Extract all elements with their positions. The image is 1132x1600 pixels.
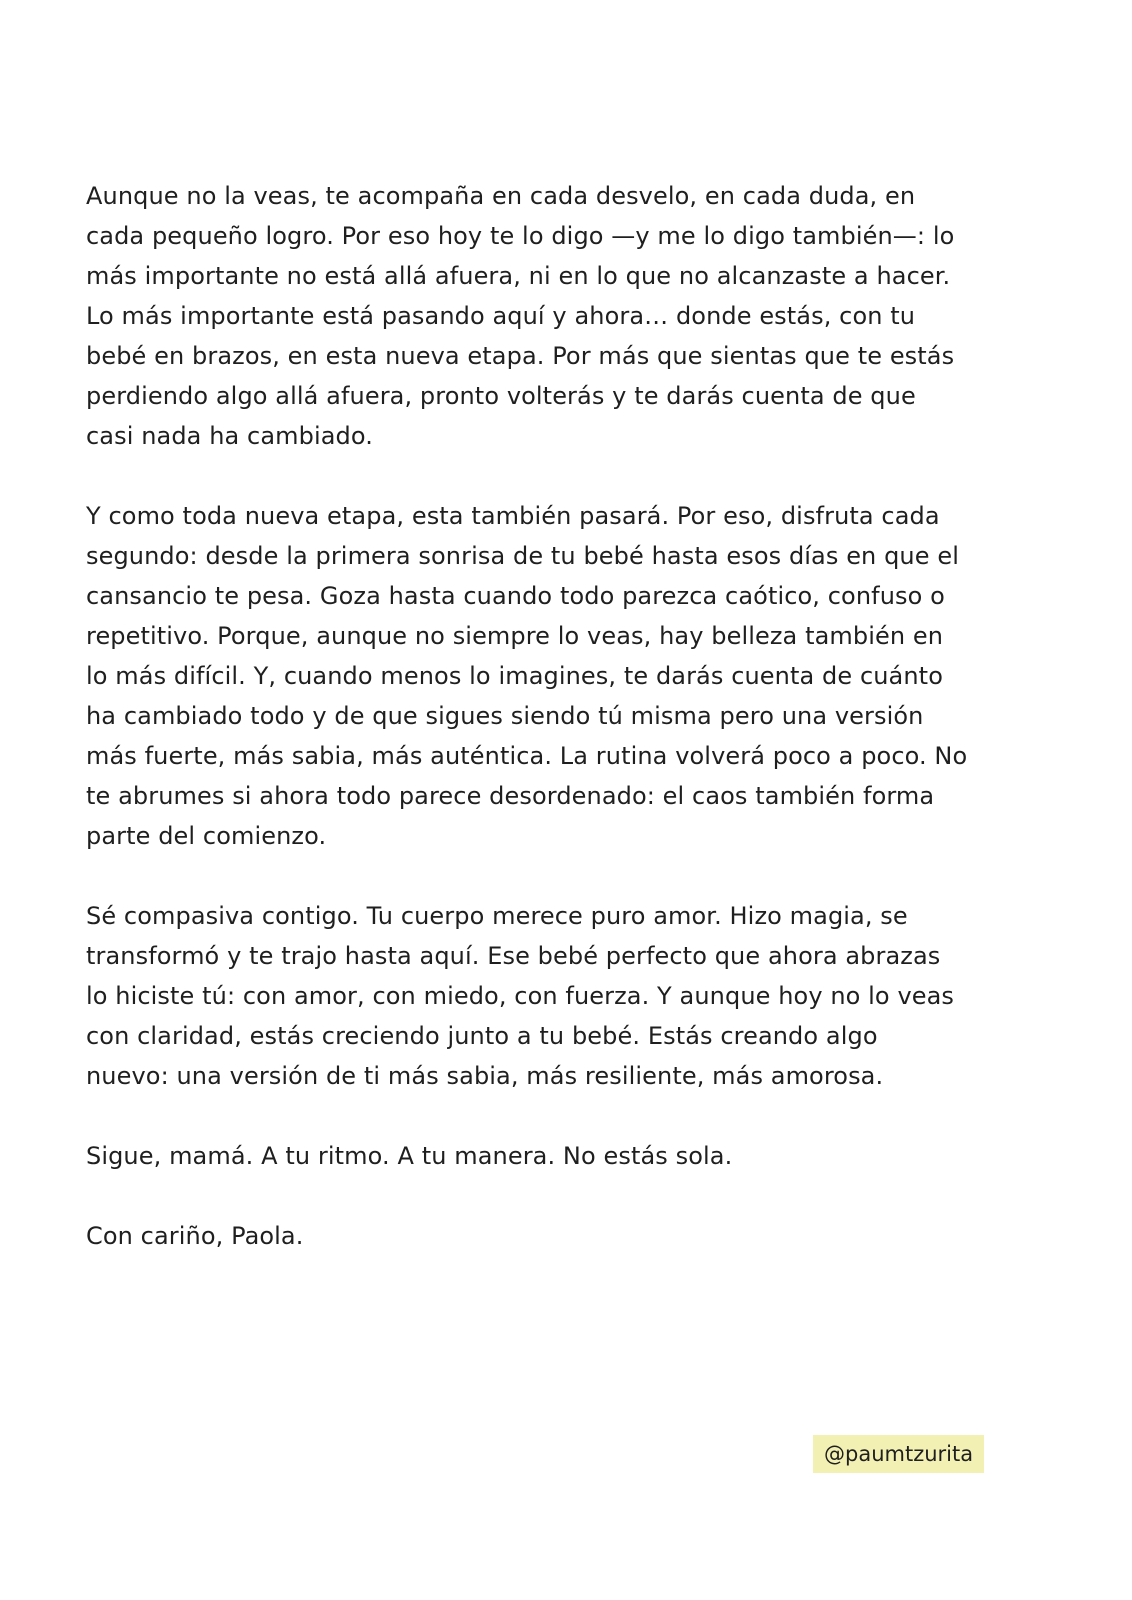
text-line: te abrumes si ahora todo parece desordenado: el caos también forma — [86, 782, 935, 810]
text-line: repetitivo. Porque, aunque no siempre lo veas, hay belleza también en — [86, 622, 944, 650]
text-line: bebé en brazos, en esta nueva etapa. Por más que sientas que te estás — [86, 342, 955, 370]
paragraph-1 — [86, 176, 1076, 456]
text-line: nuevo: una versión de ti más sabia, más resiliente, más amorosa. — [86, 1062, 884, 1090]
paragraph-3 — [86, 896, 1076, 1096]
text-line: transformó y te trajo hasta aquí. Ese bebé perfecto que ahora abrazas — [86, 942, 941, 970]
text-line: cada pequeño logro. Por eso hoy te lo digo —y me lo digo también—: lo — [86, 222, 955, 250]
text-line: más fuerte, más sabia, más auténtica. La rutina volverá poco a poco. No — [86, 742, 968, 770]
text-line: más importante no está allá afuera, ni en lo que no alcanzaste a hacer. — [86, 262, 951, 290]
text-line: segundo: desde la primera sonrisa de tu bebé hasta esos días en que el — [86, 542, 959, 570]
text-line: perdiendo algo allá afuera, pronto volterás y te darás cuenta de que — [86, 382, 916, 410]
text-line: cansancio te pesa. Goza hasta cuando todo parezca caótico, confuso o — [86, 582, 945, 610]
text-line: ha cambiado todo y de que sigues siendo tú misma pero una versión — [86, 702, 924, 730]
text-line: parte del comienzo. — [86, 822, 327, 850]
paragraph-2 — [86, 496, 1076, 856]
text-line: casi nada ha cambiado. — [86, 422, 373, 450]
text-line: Lo más importante está pasando aquí y ahora… donde estás, con tu — [86, 302, 916, 330]
text-line: lo hiciste tú: con amor, con miedo, con fuerza. Y aunque hoy no lo veas — [86, 982, 955, 1010]
text-line: Sigue, mamá. A tu ritmo. A tu manera. No estás sola. — [86, 1142, 733, 1170]
signature-line — [86, 1216, 1076, 1256]
paragraph-4 — [86, 1136, 1076, 1176]
text-line: Con cariño, Paola. — [86, 1222, 304, 1250]
text-line: Aunque no la veas, te acompaña en cada desvelo, en cada duda, en — [86, 182, 916, 210]
text-line: Sé compasiva contigo. Tu cuerpo merece puro amor. Hizo magia, se — [86, 902, 908, 930]
text-line: con claridad, estás creciendo junto a tu bebé. Estás creando algo — [86, 1022, 878, 1050]
text-line: lo más difícil. Y, cuando menos lo imagines, te darás cuenta de cuánto — [86, 662, 943, 690]
letter-body — [86, 176, 1076, 1296]
social-handle-badge: @paumtzurita — [813, 1435, 984, 1473]
text-line: Y como toda nueva etapa, esta también pasará. Por eso, disfruta cada — [86, 502, 940, 530]
